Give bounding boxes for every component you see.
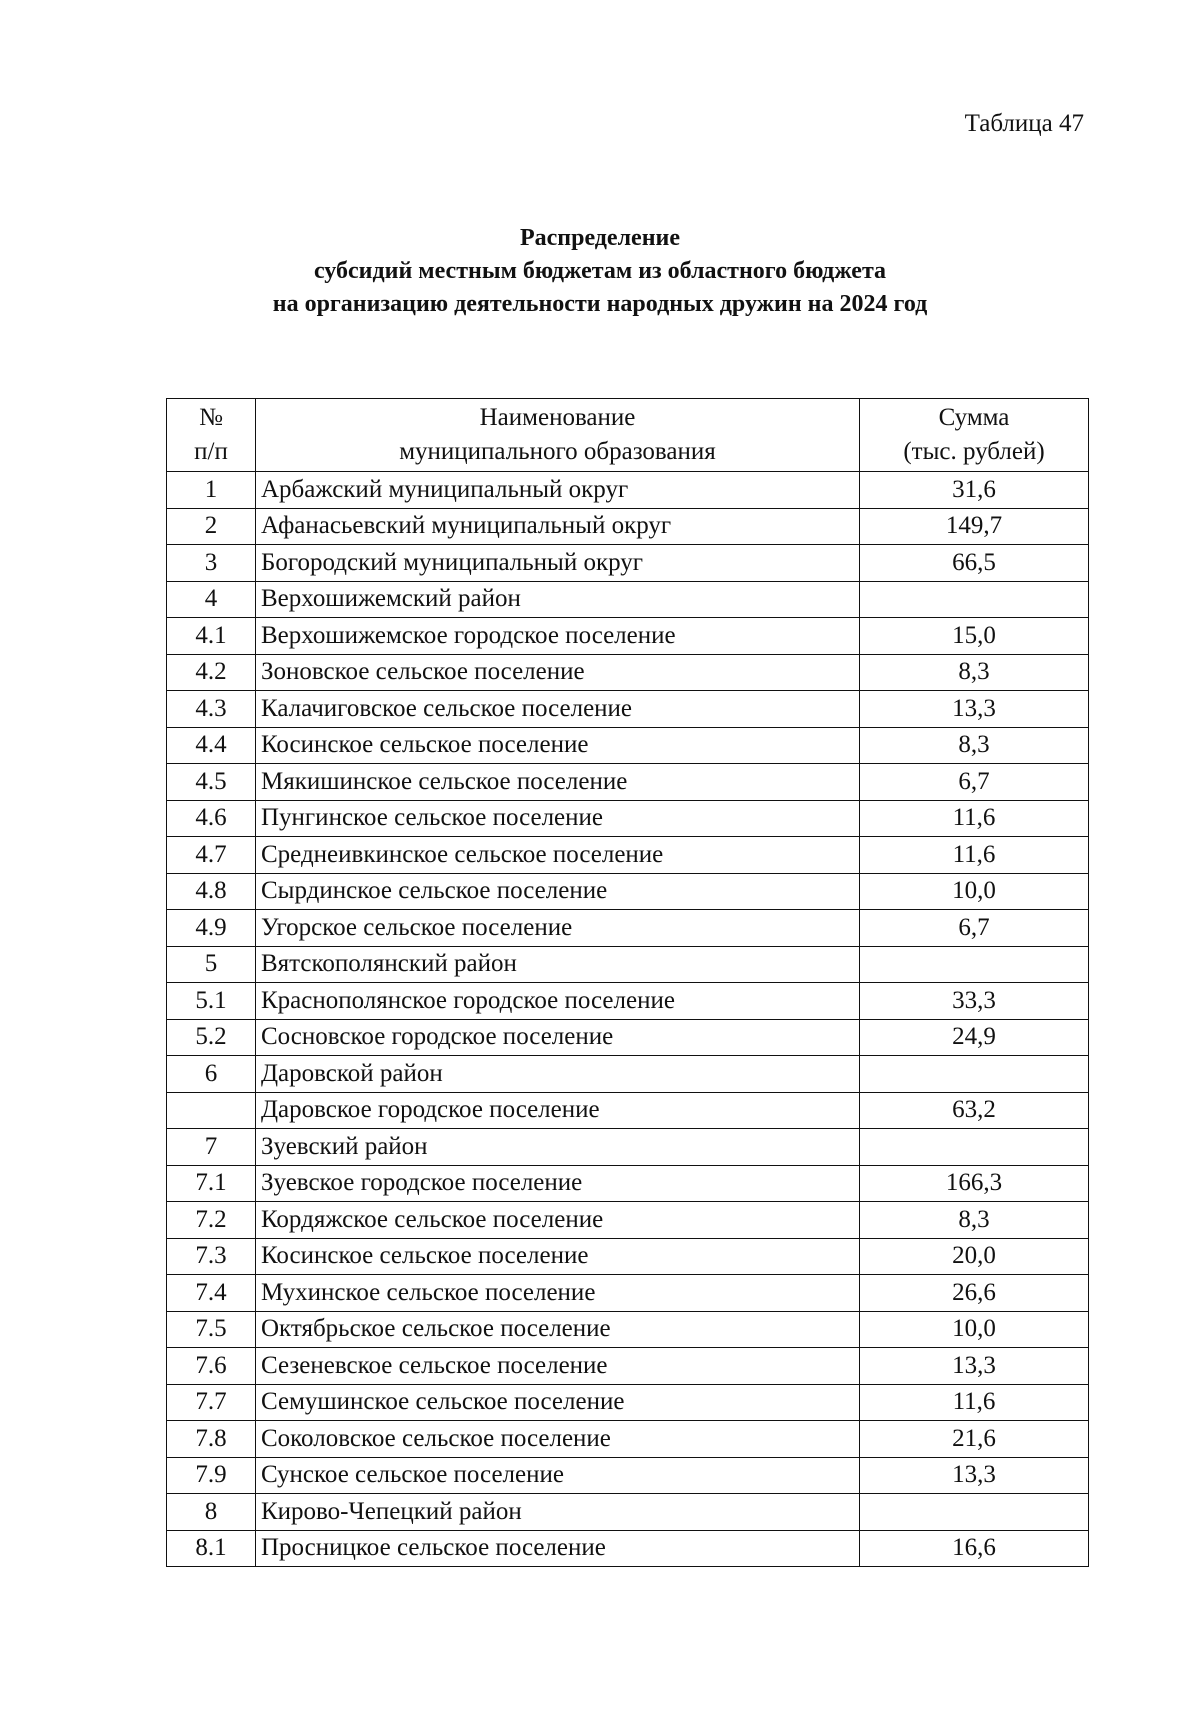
table-row [167, 1165, 1089, 1202]
header-number-line-1: № [199, 404, 223, 431]
row-sum: 13,3 [860, 1457, 1089, 1494]
row-number: 4 [167, 581, 256, 618]
row-name: Даровской район [256, 1056, 860, 1093]
table-row [167, 1019, 1089, 1056]
table-row [167, 1092, 1089, 1129]
row-name: Соколовское сельское поселение [256, 1421, 860, 1458]
row-name: Сезеневское сельское поселение [256, 1348, 860, 1385]
table-row [167, 910, 1089, 947]
row-sum: 149,7 [860, 508, 1089, 545]
table-row [167, 1238, 1089, 1275]
row-number: 4.6 [167, 800, 256, 837]
table-row [167, 1384, 1089, 1421]
row-sum: 15,0 [860, 618, 1089, 655]
header-name-line-1: Наименование [479, 404, 636, 431]
row-name: Кирово-Чепецкий район [256, 1494, 860, 1531]
row-name: Косинское сельское поселение [256, 1238, 860, 1275]
row-sum [860, 581, 1089, 618]
row-sum: 21,6 [860, 1421, 1089, 1458]
row-sum: 10,0 [860, 873, 1089, 910]
row-sum: 8,3 [860, 654, 1089, 691]
row-sum: 11,6 [860, 1384, 1089, 1421]
row-number: 1 [167, 472, 256, 509]
row-name: Сосновское городское поселение [256, 1019, 860, 1056]
row-sum: 16,6 [860, 1530, 1089, 1567]
row-sum [860, 1056, 1089, 1093]
row-name: Сырдинское сельское поселение [256, 873, 860, 910]
row-sum: 66,5 [860, 545, 1089, 582]
row-name: Косинское сельское поселение [256, 727, 860, 764]
row-name: Верхошижемский район [256, 581, 860, 618]
row-sum: 11,6 [860, 800, 1089, 837]
row-number: 3 [167, 545, 256, 582]
table-row [167, 800, 1089, 837]
row-sum: 10,0 [860, 1311, 1089, 1348]
row-number: 4.5 [167, 764, 256, 801]
row-name: Зуевское городское поселение [256, 1165, 860, 1202]
subsidy-table [166, 398, 1089, 1567]
row-sum: 8,3 [860, 727, 1089, 764]
row-name: Просницкое сельское поселение [256, 1530, 860, 1567]
heading-line-2: субсидий местным бюджетам из областного бюджета [313, 258, 887, 284]
row-number: 7.5 [167, 1311, 256, 1348]
table-row [167, 1202, 1089, 1239]
row-name: Семушинское сельское поселение [256, 1384, 860, 1421]
row-name: Кордяжское сельское поселение [256, 1202, 860, 1239]
row-number: 7.7 [167, 1384, 256, 1421]
row-number: 7.6 [167, 1348, 256, 1385]
row-name: Октябрьское сельское поселение [256, 1311, 860, 1348]
heading-line-1: Распределение [519, 225, 681, 251]
header-sum-line-2: (тыс. рублей) [903, 438, 1045, 465]
row-number: 7.2 [167, 1202, 256, 1239]
row-name: Даровское городское поселение [256, 1092, 860, 1129]
header-name [256, 399, 860, 472]
row-number: 6 [167, 1056, 256, 1093]
row-number: 4.8 [167, 873, 256, 910]
row-number: 4.9 [167, 910, 256, 947]
row-number: 7 [167, 1129, 256, 1166]
row-sum: 31,6 [860, 472, 1089, 509]
row-name: Верхошижемское городское поселение [256, 618, 860, 655]
row-sum: 24,9 [860, 1019, 1089, 1056]
row-number: 4.2 [167, 654, 256, 691]
row-name: Угорское сельское поселение [256, 910, 860, 947]
row-sum: 6,7 [860, 910, 1089, 947]
row-name: Вятскополянский район [256, 946, 860, 983]
row-name: Калачиговское сельское поселение [256, 691, 860, 728]
row-number: 4.3 [167, 691, 256, 728]
table-row [167, 508, 1089, 545]
table-row [167, 1494, 1089, 1531]
row-number: 4.1 [167, 618, 256, 655]
row-number [167, 1092, 256, 1129]
table-row [167, 1275, 1089, 1312]
table-row [167, 1348, 1089, 1385]
row-sum: 33,3 [860, 983, 1089, 1020]
row-number: 7.1 [167, 1165, 256, 1202]
row-number: 4.4 [167, 727, 256, 764]
table-row [167, 764, 1089, 801]
row-sum: 11,6 [860, 837, 1089, 874]
row-sum: 6,7 [860, 764, 1089, 801]
row-number: 8 [167, 1494, 256, 1531]
row-name: Краснополянское городское поселение [256, 983, 860, 1020]
row-name: Среднеивкинское сельское поселение [256, 837, 860, 874]
row-number: 7.9 [167, 1457, 256, 1494]
table-row [167, 727, 1089, 764]
row-name: Богородский муниципальный округ [256, 545, 860, 582]
table-number-label: Таблица 47 [964, 110, 1084, 137]
row-sum: 8,3 [860, 1202, 1089, 1239]
row-sum [860, 1494, 1089, 1531]
row-sum: 13,3 [860, 691, 1089, 728]
row-name: Афанасьевский муниципальный округ [256, 508, 860, 545]
row-name: Мухинское сельское поселение [256, 1275, 860, 1312]
row-number: 5.2 [167, 1019, 256, 1056]
row-sum [860, 1129, 1089, 1166]
row-name: Зоновское сельское поселение [256, 654, 860, 691]
table-row [167, 1056, 1089, 1093]
row-sum: 20,0 [860, 1238, 1089, 1275]
row-sum: 166,3 [860, 1165, 1089, 1202]
table-row [167, 691, 1089, 728]
row-number: 8.1 [167, 1530, 256, 1567]
row-sum: 13,3 [860, 1348, 1089, 1385]
header-sum [860, 399, 1089, 472]
table-row [167, 581, 1089, 618]
row-sum: 26,6 [860, 1275, 1089, 1312]
table-row [167, 1530, 1089, 1567]
row-name: Мякишинское сельское поселение [256, 764, 860, 801]
table-row [167, 837, 1089, 874]
row-number: 7.3 [167, 1238, 256, 1275]
table-row [167, 472, 1089, 509]
header-sum-line-1: Сумма [938, 404, 1010, 431]
table-row [167, 654, 1089, 691]
row-number: 5 [167, 946, 256, 983]
row-name: Зуевский район [256, 1129, 860, 1166]
row-sum: 63,2 [860, 1092, 1089, 1129]
header-number [167, 399, 256, 472]
row-name: Пунгинское сельское поселение [256, 800, 860, 837]
header-name-line-2: муниципального образования [399, 438, 716, 465]
row-number: 5.1 [167, 983, 256, 1020]
row-sum [860, 946, 1089, 983]
row-number: 4.7 [167, 837, 256, 874]
row-number: 2 [167, 508, 256, 545]
header-number-line-2: п/п [194, 438, 228, 465]
row-name: Сунское сельское поселение [256, 1457, 860, 1494]
table-row [167, 1311, 1089, 1348]
table-row [167, 1457, 1089, 1494]
table-row [167, 545, 1089, 582]
table-row [167, 618, 1089, 655]
row-name: Арбажский муниципальный округ [256, 472, 860, 509]
table-header-row [167, 399, 1089, 472]
table-body [167, 472, 1089, 1567]
row-number: 7.4 [167, 1275, 256, 1312]
table-row [167, 946, 1089, 983]
table-row [167, 873, 1089, 910]
table-row [167, 1129, 1089, 1166]
document-heading [0, 222, 1200, 321]
table-row [167, 983, 1089, 1020]
row-number: 7.8 [167, 1421, 256, 1458]
heading-line-3: на организацию деятельности народных дружин на 2024 год [272, 291, 928, 317]
table-row [167, 1421, 1089, 1458]
